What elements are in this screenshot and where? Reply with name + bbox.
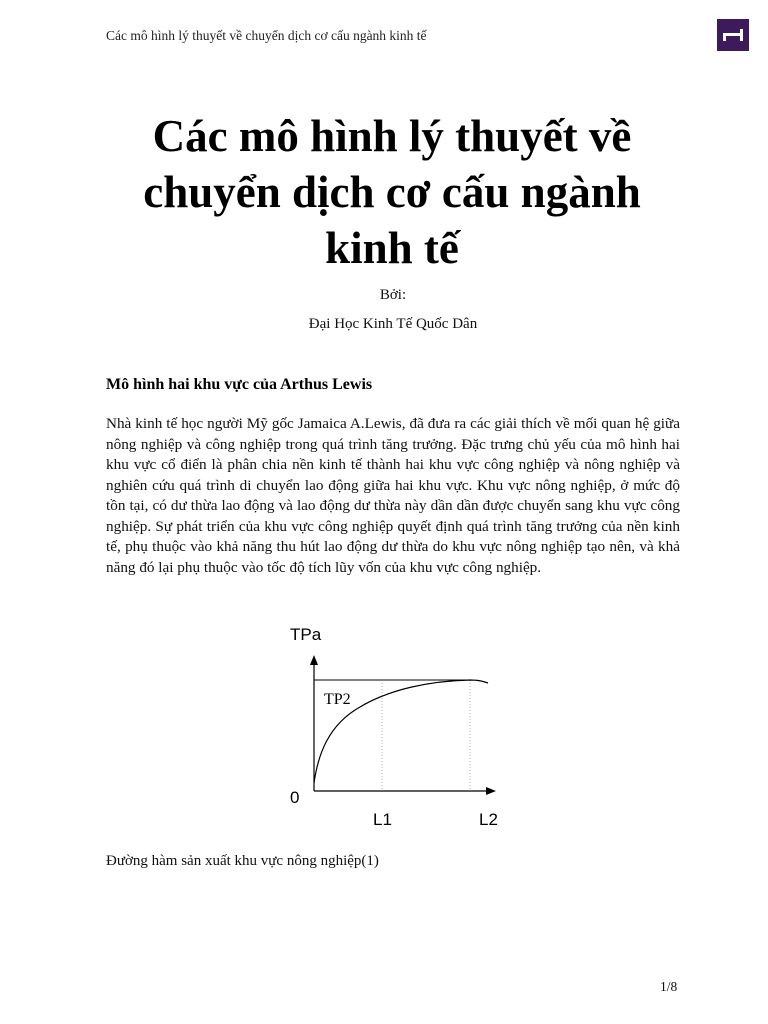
body-paragraph: Nhà kinh tế học người Mỹ gốc Jamaica A.Lewis, đã đưa ra các giải thích về mối quan hệ giữa nông nghiệp và công nghiệp trong quá trình tăng trưởng. Đặc trưng chủ yếu của mô hình hai khu vực cổ điển là phân chia nền kinh tế thành hai khu vực công nghiệp và nông nghiệp và nghiên cứu quá trình di chuyển lao động giữa hai khu vực. Khu vực nông nghiệp, ở mức độ tồn tại, có dư thừa lao động và lao động dư thừa này dần dần được chuyển sang khu vực công nghiệp. Sự phát triển của khu vực công nghiệp quyết định quá trình tăng trưởng của nền kinh tế, phụ thuộc vào khả năng thu hút lao động dư thừa do khu vực nông nghiệp tạo nên, và khả năng đó lại phụ thuộc vào tốc độ tích lũy vốn của khu vực công nghiệp. <box>106 415 680 576</box>
y-axis-label: TPa <box>290 625 322 644</box>
page-number: 1/8 <box>660 979 678 994</box>
y-axis-arrow <box>310 655 318 665</box>
series-label-tp2: TP2 <box>324 691 351 708</box>
tick-label-l2: L2 <box>479 810 498 829</box>
byline-author: Đại Học Kinh Tế Quốc Dân <box>308 316 478 332</box>
x-axis-arrow <box>486 787 496 795</box>
tick-label-l1: L1 <box>373 810 392 829</box>
production-function-chart <box>280 615 520 835</box>
document-title: Các mô hình lý thuyết về chuyển dịch cơ cấu ngành kinh tế <box>143 111 641 273</box>
origin-label: 0 <box>290 788 300 807</box>
scribd-logo-icon[interactable] <box>717 19 749 51</box>
running-header: Các mô hình lý thuyết về chuyển dịch cơ cấu ngành kinh tế <box>106 28 427 43</box>
byline-label: Bởi: <box>379 287 407 303</box>
section-heading: Mô hình hai khu vực của Arthus Lewis <box>106 376 373 393</box>
figure-caption: Đường hàm sản xuất khu vực nông nghiệp(1) <box>106 853 379 869</box>
